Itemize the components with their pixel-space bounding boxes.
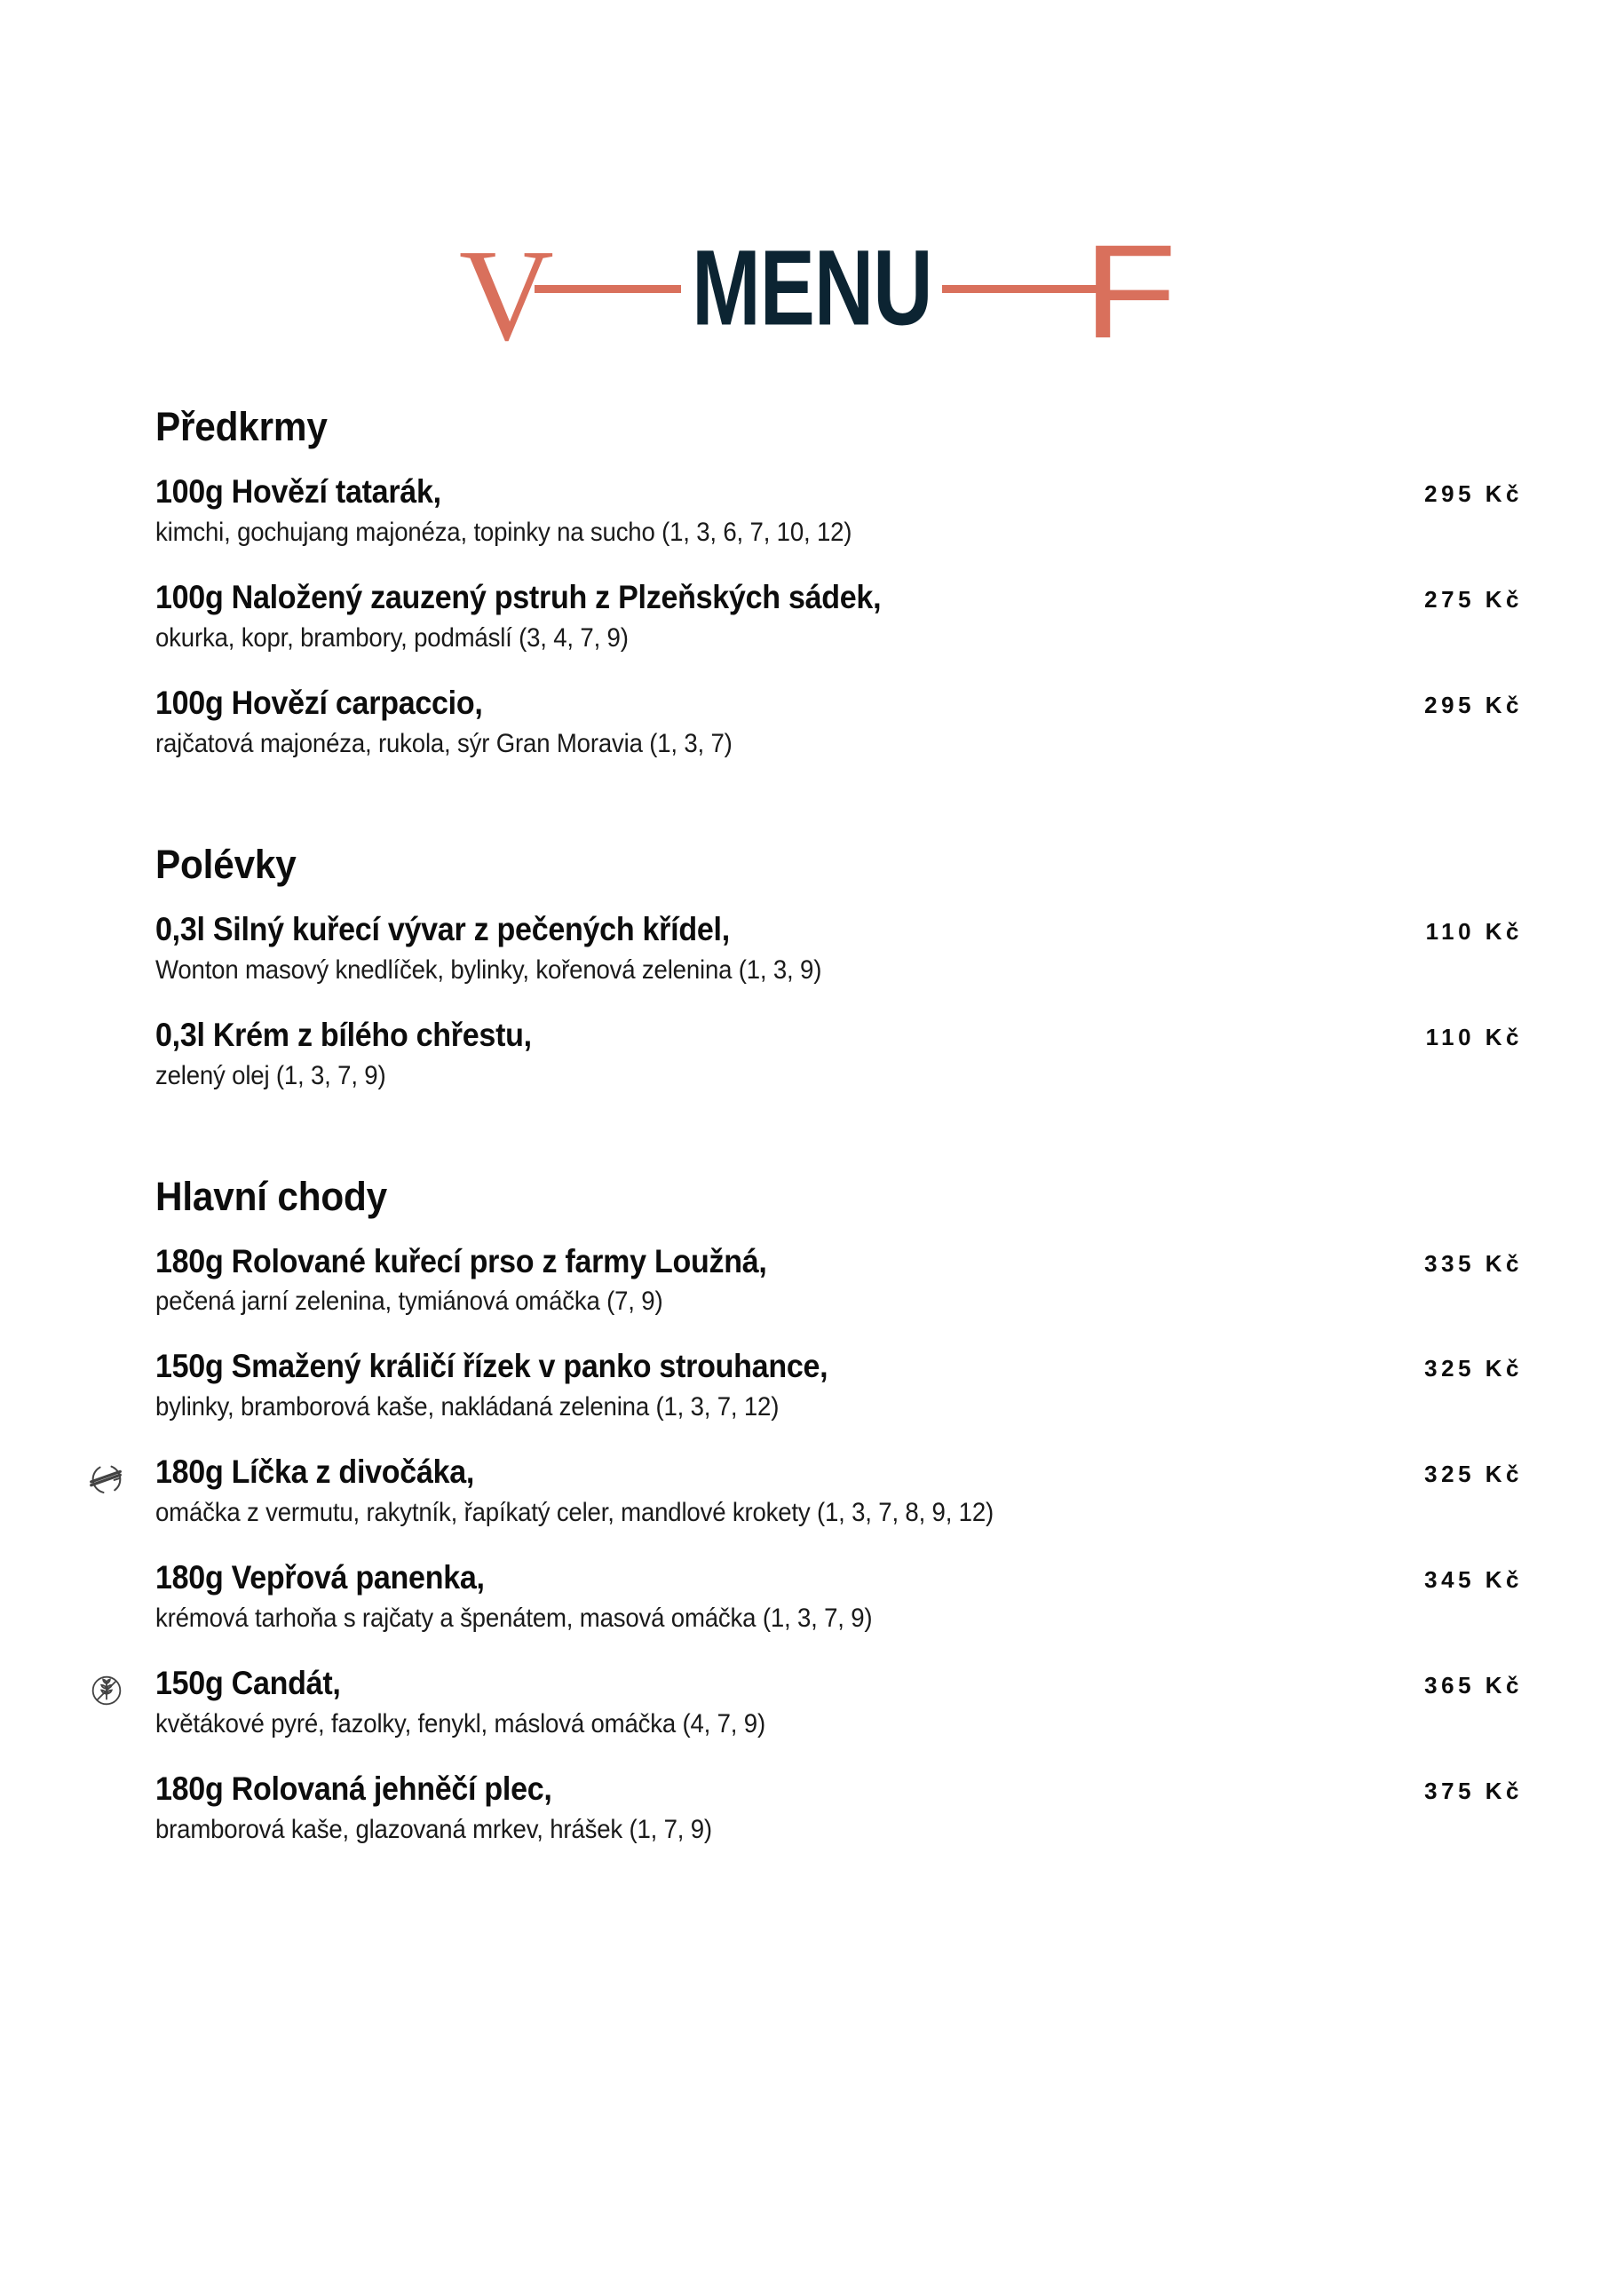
menu-item-description: okurka, kopr, brambory, podmáslí (3, 4, 7, 9) (155, 622, 629, 653)
plate-cutlery-icon (86, 1459, 127, 1500)
menu-item-description: bramborová kaše, glazovaná mrkev, hrášek (1, 7, 9) (155, 1814, 712, 1844)
menu-item (155, 1348, 1523, 1423)
menu-item-name: 180g Rolované kuřecí prso z farmy Loužná, (155, 1242, 767, 1279)
gluten-free-icon (86, 1670, 127, 1711)
menu-item-name: 100g Hovězí tatarák, (155, 473, 441, 510)
menu-item (155, 1453, 1523, 1529)
menu-item-price: 365 Kč (1424, 1672, 1523, 1699)
menu-item-description: omáčka z vermutu, rakytník, řapíkatý celer, mandlové krokety (1, 3, 7, 8, 9, 12) (155, 1498, 994, 1528)
menu-section (155, 842, 1523, 1092)
menu-item-text (155, 1665, 1319, 1740)
menu-item (155, 1665, 1523, 1740)
menu-item-name: 150g Smažený králičí řízek v panko strouhance, (155, 1348, 828, 1385)
menu-item-description: květákové pyré, fazolky, fenykl, máslová omáčka (4, 7, 9) (155, 1709, 765, 1739)
menu-item-text (155, 1017, 1319, 1092)
menu-item-name: 100g Hovězí carpaccio, (155, 684, 483, 721)
menu-body (155, 404, 1523, 1846)
menu-item (155, 1243, 1523, 1319)
menu-item (155, 685, 1523, 760)
menu-item-name: 180g Rolovaná jehněčí plec, (155, 1770, 552, 1808)
menu-item-price: 110 Kč (1425, 1023, 1523, 1050)
section-title: Hlavní chody (155, 1173, 388, 1219)
menu-item-price: 345 Kč (1424, 1566, 1523, 1594)
menu-item-name: 150g Candát, (155, 1665, 341, 1702)
logo-letter-f: F (1083, 217, 1177, 366)
menu-logo-header (0, 217, 1624, 368)
menu-item (155, 579, 1523, 654)
logo-rule-right (942, 285, 1097, 293)
menu-item (155, 1559, 1523, 1635)
menu-item-name: 180g Vepřová panenka, (155, 1559, 485, 1596)
menu-item-description: pečená jarní zelenina, tymiánová omáčka (7, 9) (155, 1287, 663, 1317)
menu-item-text (155, 1243, 1319, 1319)
menu-item-name: 180g Líčka z divočáka, (155, 1453, 475, 1491)
menu-item-text (155, 1453, 1319, 1529)
menu-item-text (155, 1559, 1319, 1635)
menu-item-text (155, 1770, 1319, 1846)
menu-item-price: 275 Kč (1424, 585, 1523, 613)
menu-item-price: 295 Kč (1424, 480, 1523, 507)
menu-section (155, 1174, 1523, 1846)
menu-item-description: rajčatová majonéza, rukola, sýr Gran Moravia (1, 3, 7) (155, 728, 733, 758)
menu-item-price: 295 Kč (1424, 691, 1523, 718)
menu-item-price: 335 Kč (1424, 1249, 1523, 1277)
menu-item-text (155, 911, 1319, 986)
menu-item-name: 100g Naložený zauzený pstruh z Plzeňských sádek, (155, 578, 882, 615)
menu-item (155, 473, 1523, 549)
menu-item-price: 375 Kč (1424, 1778, 1523, 1805)
menu-item-price: 110 Kč (1425, 917, 1523, 945)
menu-section (155, 404, 1523, 760)
menu-item-description: bylinky, bramborová kaše, nakládaná zelenina (1, 3, 7, 12) (155, 1392, 780, 1422)
menu-item-name: 0,3l Krém z bílého chřestu, (155, 1016, 532, 1053)
menu-item-text (155, 685, 1319, 760)
menu-item-description: Wonton masový knedlíček, bylinky, kořenová zelenina (1, 3, 9) (155, 954, 822, 985)
page-title: MENU (691, 227, 932, 348)
section-title: Polévky (155, 841, 297, 887)
menu-item (155, 911, 1523, 986)
logo-letter-v: V (458, 223, 554, 368)
menu-item (155, 1770, 1523, 1846)
menu-item-text (155, 579, 1319, 654)
menu-item-description: zelený olej (1, 3, 7, 9) (155, 1060, 386, 1090)
menu-item-description: krémová tarhoňa s rajčaty a špenátem, masová omáčka (1, 3, 7, 9) (155, 1604, 873, 1634)
menu-item-description: kimchi, gochujang majonéza, topinky na sucho (1, 3, 6, 7, 10, 12) (155, 517, 852, 547)
menu-item-price: 325 Kč (1424, 1355, 1523, 1382)
section-title: Předkrmy (155, 404, 328, 449)
menu-item-name: 0,3l Silný kuřecí vývar z pečených křídel, (155, 910, 730, 947)
logo-rule-left (535, 285, 681, 293)
menu-item-text (155, 1348, 1319, 1423)
menu-item-text (155, 473, 1319, 549)
menu-item-price: 325 Kč (1424, 1461, 1523, 1488)
menu-item (155, 1017, 1523, 1092)
